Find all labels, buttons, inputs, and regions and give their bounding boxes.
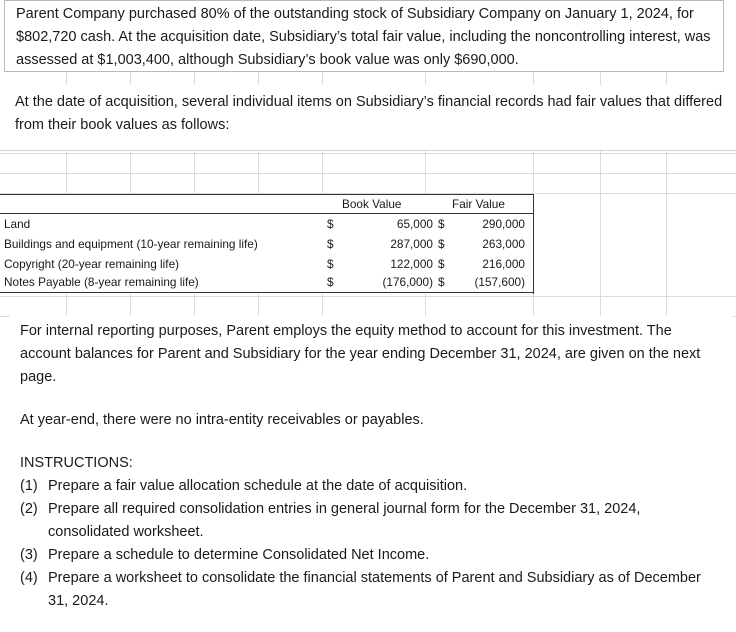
fair-currency: $	[438, 217, 445, 231]
fair-value: 216,000	[482, 257, 525, 271]
item-text: Prepare all required consolidation entries in general journal form for the December 31, 2024, consolidated worksheet.	[48, 501, 641, 540]
table-row	[0, 234, 533, 254]
item-text: Prepare a fair value allocation schedule at the date of acquisition.	[48, 478, 468, 494]
table-row	[0, 254, 533, 274]
item-number: (2)	[20, 501, 38, 517]
equity-method-paragraph: For internal reporting purposes, Parent employs the equity method to account for this investment. The account balances for Parent and Subsidiary for the year ending December 31, 2024, are given on the next page.	[20, 323, 701, 385]
fair-value: 290,000	[482, 217, 525, 231]
book-value: 65,000	[396, 217, 433, 231]
fair-value-table	[0, 194, 533, 294]
row-label: Notes Payable (8-year remaining life)	[4, 275, 199, 289]
book-currency: $	[327, 275, 334, 289]
table-right-border	[533, 194, 534, 294]
table-row	[0, 214, 533, 234]
intra-entity-paragraph: At year-end, there were no intra-entity receivables or payables.	[20, 412, 424, 428]
book-currency: $	[327, 237, 334, 251]
fair-value: (157,600)	[474, 275, 525, 289]
item-number: (4)	[20, 570, 38, 586]
row-label: Copyright (20-year remaining life)	[4, 257, 180, 271]
row-label: Buildings and equipment (10-year remaining life)	[4, 237, 258, 251]
instructions-box	[10, 316, 732, 632]
instructions-title: INSTRUCTIONS:	[20, 455, 133, 471]
list-item	[20, 475, 724, 498]
table-row	[0, 272, 533, 293]
item-text: Prepare a schedule to determine Consolidated Net Income.	[48, 547, 430, 563]
fair-currency: $	[438, 237, 445, 251]
intro-paragraph-box	[4, 0, 724, 72]
item-text: Prepare a worksheet to consolidate the financial statements of Parent and Subsidiary as of December 31, 2024.	[48, 570, 701, 609]
book-value: (176,000)	[382, 275, 433, 289]
book-currency: $	[327, 217, 334, 231]
list-item	[20, 567, 724, 613]
instructions-list	[20, 475, 724, 613]
header-fair-value: Fair Value	[452, 197, 505, 211]
book-value: 287,000	[390, 237, 433, 251]
header-book-value: Book Value	[342, 197, 402, 211]
row-label: Land	[4, 217, 31, 231]
table-header	[0, 194, 533, 214]
book-currency: $	[327, 257, 334, 271]
book-value: 122,000	[390, 257, 433, 271]
fair-currency: $	[438, 275, 445, 289]
list-item	[20, 544, 724, 567]
fair-value-note-box	[0, 85, 736, 151]
list-item	[20, 498, 724, 544]
intro-paragraph: Parent Company purchased 80% of the outstanding stock of Subsidiary Company on January 1, 2024, for $802,720 cash. At the acquisition date, Subsidiary’s total fair value, including the noncontrolling interest, was assessed at $1,003,400, although Subsidiary’s book value was only $690,000.	[16, 6, 711, 68]
fair-value: 263,000	[482, 237, 525, 251]
fair-currency: $	[438, 257, 445, 271]
fair-value-note: At the date of acquisition, several individual items on Subsidiary’s financial records had fair values that differed from their book values as follows:	[15, 94, 723, 133]
item-number: (3)	[20, 547, 38, 563]
item-number: (1)	[20, 478, 38, 494]
